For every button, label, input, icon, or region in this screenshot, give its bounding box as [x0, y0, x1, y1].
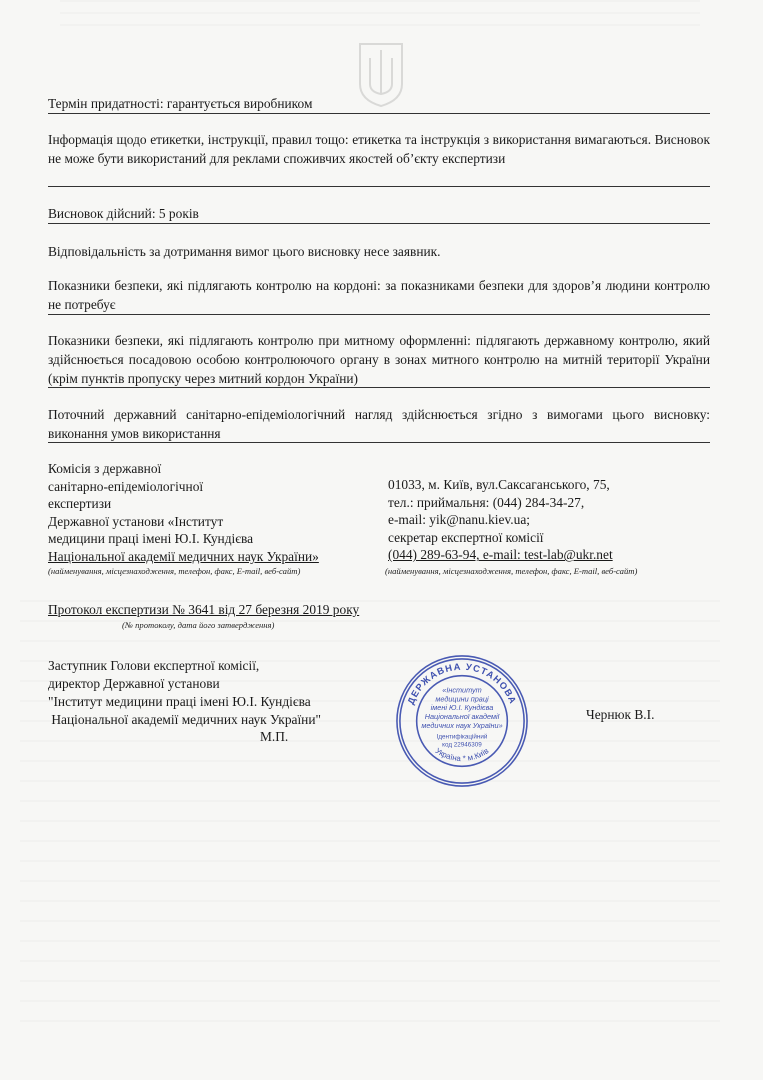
signatory-line: Національної академії медичних наук України"	[48, 712, 321, 727]
stamp-line: медичних наук України»	[421, 720, 503, 730]
committee-block	[48, 460, 319, 566]
divider-line	[48, 113, 710, 114]
address-caption: (найменування, місцезнаходження, телефон, факс, E-mail, веб-сайт)	[385, 566, 638, 576]
stamp-ring-bottom: Україна * м.Київ	[433, 746, 491, 764]
divider-line	[48, 314, 710, 315]
stamp-line: Національної академії	[424, 712, 500, 722]
signatory-block	[48, 657, 321, 729]
signatory-line: Заступник Голови експертної комісії,	[48, 658, 260, 673]
seal-place-mark: М.П.	[260, 729, 289, 744]
committee-line: експертизи	[48, 496, 112, 512]
committee-line: Національної академії медичних наук України»	[48, 548, 319, 564]
supervision-text: Поточний державний санітарно-епідеміологічний нагляд здійснюється згідно з вимогами цього висновку: виконання умов використання	[48, 407, 710, 441]
committee-line: Державної установи «Інститут	[48, 513, 224, 529]
address-block	[388, 476, 613, 564]
committee-line: санітарно-епідеміологічної	[48, 478, 204, 494]
label-info-text: Інформація щодо етикетки, інструкції, правил тощо: етикетка та інструкція з використання вимагаються. Висновок не може бути використаний для реклами споживчих якостей об’єкту експертизи	[48, 132, 710, 166]
shelf-life-text: Термін придатності: гарантується виробником	[48, 96, 313, 111]
border-control-text: Показники безпеки, які підлягають контролю на кордоні: за показниками безпеки для здоров’я людини контролю не потребує	[48, 278, 710, 312]
stamp-line: код 22946309	[442, 741, 482, 749]
stamp-line: медицини праці	[435, 694, 489, 704]
committee-line: медицини праці імені Ю.І. Кундієва	[48, 531, 254, 547]
divider-line	[48, 186, 710, 187]
address-line: тел.: приймальня: (044) 284-34-27,	[388, 494, 585, 510]
divider-line	[48, 442, 710, 443]
address-line: e-mail: yik@nanu.kiev.ua;	[388, 512, 530, 528]
divider-line	[48, 387, 710, 388]
signer-name: Чернюк В.І.	[586, 707, 655, 722]
signatory-line: директор Державної установи	[48, 676, 220, 691]
customs-control-text: Показники безпеки, які підлягають контролю при митному оформленні: підлягають державному контролю, який здійснюється посадовою особою контролюючого органу в зонах митного контролю на митній території України (крім пунктів пропуску через митний кордон України)	[48, 333, 710, 386]
stamp-ring-top: ДЕРЖАВНА УСТАНОВА	[405, 661, 519, 706]
address-line: секретар експертної комісії	[388, 529, 544, 545]
address-line: 01033, м. Київ, вул.Саксаганського, 75,	[388, 477, 610, 492]
responsibility-text: Відповідальність за дотримання вимог цього висновку несе заявник.	[48, 244, 441, 259]
signatory-line: "Інститут медицини праці імені Ю.І. Кундієва	[48, 694, 311, 709]
protocol-caption: (№ протоколу, дата його затвердження)	[122, 620, 275, 630]
validity-text: Висновок дійсний: 5 років	[48, 206, 199, 221]
protocol-line: Протокол експертизи № 3641 від 27 березня 2019 року	[48, 602, 360, 617]
stamp-line: «Інститут	[442, 685, 482, 695]
committee-caption: (найменування, місцезнаходження, телефон, факс, E-mail, веб-сайт)	[48, 566, 301, 576]
address-line: (044) 289-63-94, e-mail: test-lab@ukr.net	[388, 547, 613, 563]
bleed-through-top	[60, 0, 700, 30]
stamp-line: Ідентифікаційний	[436, 733, 488, 741]
stamp-line: імені Ю.І. Кундієва	[430, 703, 494, 713]
divider-line	[48, 223, 710, 224]
committee-line: Комісія з державної	[48, 461, 162, 476]
official-stamp	[393, 652, 531, 790]
